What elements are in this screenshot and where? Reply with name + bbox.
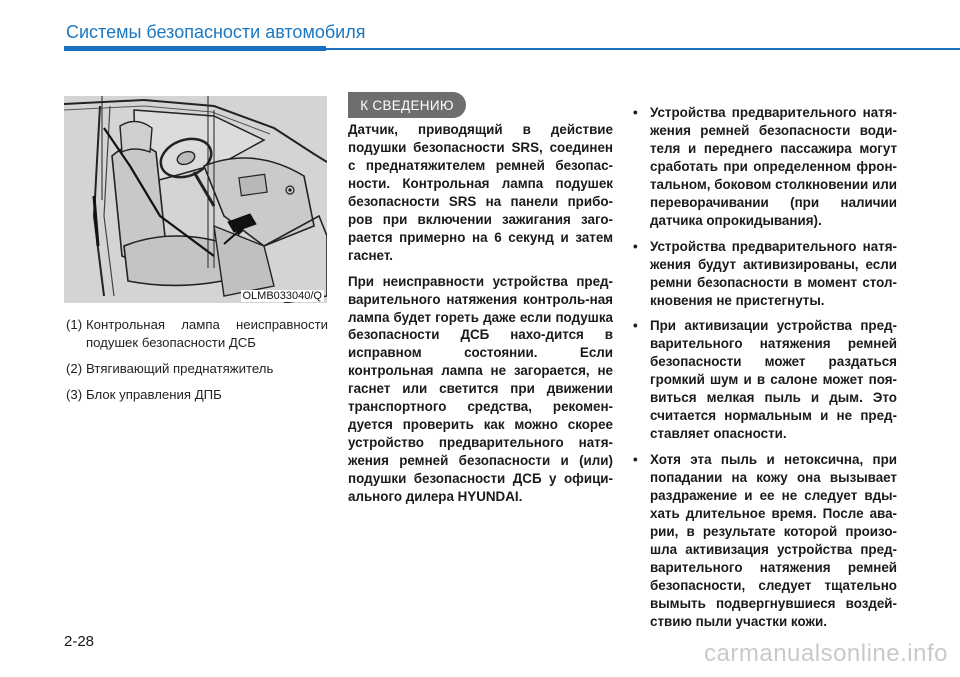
seatbelt-pretensioner-illustration [64,96,327,303]
watermark: carmanualsonline.info [704,640,948,667]
list-item-text: Устройства предварительного натя-жения будут активизированы, если ремни безопасности в момент стол-кновения не пристегнуты. [650,238,897,308]
bullet-glyph: • [633,105,638,120]
car-interior-drawing [64,96,327,303]
list-item [631,317,897,443]
bullet-glyph: • [633,452,638,468]
bullet-list [631,104,897,639]
caption-item [66,386,328,404]
header-rule-accent [64,46,326,51]
info-paragraph: Датчик, приводящий в действие подушки безопасности SRS, соединен с преднатяжителем ремней безопас-ности. Контрольная лампа подушек безопасности SRS на панели прибо-ров при включении зажигания заго-рается примерно на 6 секунд и затем гаснет. [348,122,613,263]
info-paragraph: При неисправности устройства пред-варительного натяжения контроль-ная лампа будет гореть даже если подушка безопасности ДСБ нахо-дится в исправном состоянии. Если контрольная лампа не загорается, не гаснет или светится при движении транспортного средства, рекомен-дуется проверить как можно скорее устройство предварительного натя-жения ремней безопасности и (или) подушки безопасности ДСБ у офици-ального дилера HYUNDAI. [348,273,613,505]
caption-number: (1) [66,317,83,332]
caption-text: Контрольная лампа неисправности подушек безопасности ДСБ [86,317,328,350]
caption-item [66,316,328,352]
page-number: 2-28 [64,633,95,650]
list-item [631,104,897,230]
list-item-text: Устройства предварительного натя-жения ремней безопасности води-теля и переднего пассажира могут сработать при определенном фрон-тальном, боковом столкновении или переворачивании (при наличии датчика опрокидывания). [650,105,897,228]
list-item-text: Хотя эта пыль и нетоксична, при попадании на кожу она вызывает раздражение и ее не следует вды-хать длительное время. После ава-рии, в результате которой произо-шла активизация устройства пред-варительного натяжения ремней безопасности, следует тщательно вымыть подвергнувшиеся воздей-ствию пыли участки кожи. [650,452,897,629]
caption-text: Втягивающий преднатяжитель [86,361,274,376]
caption-number: (3) [66,387,83,402]
caption-item [66,360,328,378]
list-item [631,451,897,631]
figure-captions [66,316,328,412]
list-item [631,238,897,310]
header-rule [326,48,960,50]
bullet-glyph: • [633,238,638,254]
caption-text: Блок управления ДПБ [86,387,222,402]
caption-number: (2) [66,361,83,376]
info-text-column [348,121,613,514]
bullet-glyph: • [633,318,638,334]
figure-code: OLMB033040/Q [242,290,322,302]
list-item-text: При активизации устройства пред-варительного натяжения ремней безопасности может раздаться громкий шум и в салоне может поя-виться мелкая пыль и дым. Это считается нормальным и не пред-ставляет опасности. [650,318,897,442]
section-title: Системы безопасности автомобиля [66,22,366,42]
info-badge: К СВЕДЕНИЮ [348,92,466,118]
